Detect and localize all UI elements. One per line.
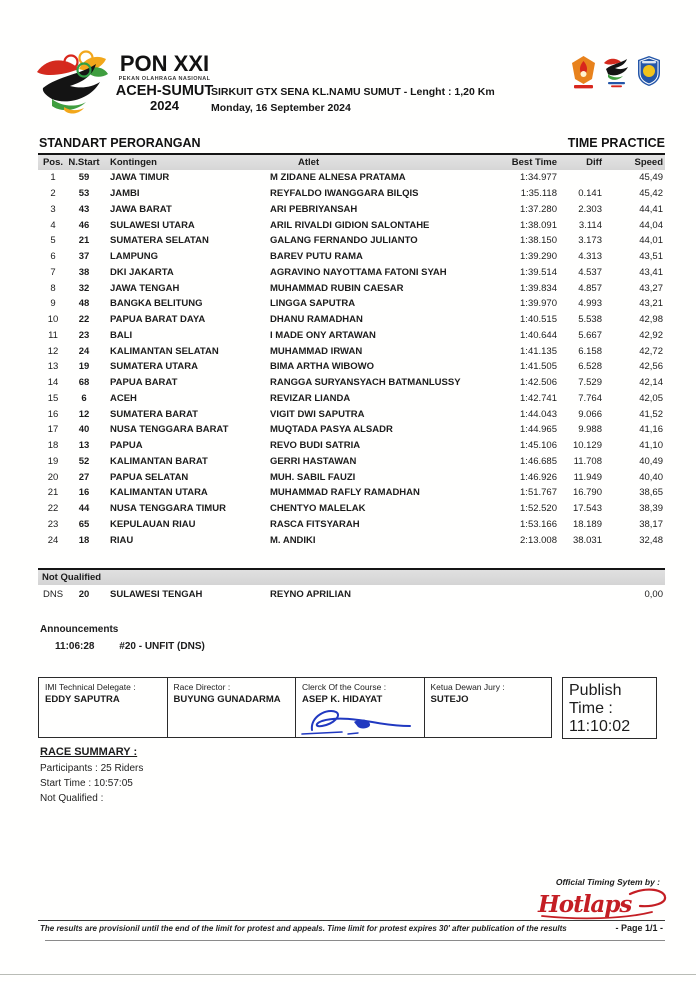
official-box-technical-delegate <box>38 677 167 738</box>
cell-diff: 3.114 <box>578 219 602 231</box>
cell-contingent: JAWA BARAT <box>110 203 172 215</box>
pon-title: PON XXI <box>119 51 210 76</box>
cell-diff: 4.313 <box>578 251 602 263</box>
table-row <box>38 406 665 422</box>
cell-athlete: MUHAMMAD IRWAN <box>270 345 363 357</box>
table-row <box>38 233 665 249</box>
col-header-nstart: N.Start <box>68 157 100 168</box>
pon-subtitle: PEKAN OLAHRAGA NASIONAL <box>118 76 211 82</box>
cell-position: 2 <box>50 188 56 200</box>
cell-contingent: PAPUA BARAT DAYA <box>110 314 206 326</box>
cell-position: 18 <box>47 440 59 452</box>
table-row <box>38 170 665 186</box>
table-row <box>38 422 665 438</box>
cell-athlete: RANGGA SURYANSYACH BATMANLUSSY <box>270 377 461 389</box>
category-title: STANDART PERORANGAN <box>39 136 201 150</box>
cell-start-number: 6 <box>81 392 87 404</box>
not-qualified-bar: Not Qualified <box>38 568 665 585</box>
cell-best-time: 1:39.834 <box>520 282 557 294</box>
cell-diff: 0.141 <box>578 188 602 200</box>
table-row <box>38 186 665 202</box>
cell-position: DNS <box>42 589 64 601</box>
cell-contingent: NUSA TENGGARA TIMUR <box>110 503 226 515</box>
official-box-clerk-of-course <box>295 677 424 738</box>
cell-speed: 43,21 <box>639 298 663 310</box>
cell-diff: 2.303 <box>578 203 602 215</box>
cell-contingent: SUMATERA SELATAN <box>110 235 209 247</box>
cell-contingent: KEPULAUAN RIAU <box>110 518 196 530</box>
partner-logos <box>570 55 662 89</box>
table-header-row <box>38 153 665 170</box>
cell-contingent: KALIMANTAN SELATAN <box>110 345 219 357</box>
cell-best-time: 1:46.926 <box>520 471 557 483</box>
pon-host: ACEH-SUMUT <box>115 83 214 99</box>
cell-speed: 41,10 <box>639 440 663 452</box>
cell-start-number: 23 <box>78 329 90 341</box>
table-row <box>38 328 665 344</box>
cell-athlete: GALANG FERNANDO JULIANTO <box>270 235 418 247</box>
event-info <box>211 86 541 114</box>
cell-contingent: DKI JAKARTA <box>110 266 174 278</box>
not-qualified-table <box>38 587 665 603</box>
cell-diff: 5.667 <box>578 329 602 341</box>
cell-speed: 0,00 <box>644 589 663 601</box>
official-name: BUYUNG GUNADARMA <box>173 694 281 705</box>
cell-best-time: 1:39.970 <box>520 298 557 310</box>
cell-athlete: BAREV PUTU RAMA <box>270 251 363 263</box>
table-row <box>38 391 665 407</box>
cell-start-number: 59 <box>78 172 90 184</box>
signature-image <box>298 706 418 738</box>
cell-best-time: 1:45.106 <box>520 440 557 452</box>
cell-contingent: PAPUA BARAT <box>110 377 178 389</box>
koni-logo-icon <box>570 55 597 89</box>
cell-position: 4 <box>50 219 56 231</box>
cell-best-time: 1:44.965 <box>520 424 557 436</box>
cell-speed: 42,14 <box>639 377 663 389</box>
col-header-pos: Pos. <box>42 157 64 168</box>
cell-position: 13 <box>47 361 59 373</box>
official-name: EDDY SAPUTRA <box>45 694 120 705</box>
cell-speed: 38,39 <box>639 503 663 515</box>
cell-diff: 38.031 <box>572 534 602 546</box>
cell-speed: 42,98 <box>639 314 663 326</box>
cell-position: 14 <box>47 377 59 389</box>
cell-contingent: JAWA TENGAH <box>110 282 180 294</box>
cell-athlete: VIGIT DWI SAPUTRA <box>270 408 365 420</box>
cell-diff: 4.857 <box>578 282 602 294</box>
table-row <box>38 438 665 454</box>
cell-athlete: AGRAVINO NAYOTTAMA FATONI SYAH <box>270 266 447 278</box>
pon-year: 2024 <box>150 98 179 113</box>
cell-best-time: 1:34.977 <box>520 172 557 184</box>
official-label: Ketua Dewan Jury : <box>430 682 505 692</box>
cell-athlete: REYNO APRILIAN <box>270 589 351 601</box>
table-row <box>38 265 665 281</box>
cell-best-time: 1:39.290 <box>520 251 557 263</box>
cell-speed: 42,56 <box>639 361 663 373</box>
cell-speed: 44,41 <box>639 203 663 215</box>
race-summary <box>40 746 143 804</box>
cell-best-time: 1:35.118 <box>520 188 557 200</box>
cell-start-number: 27 <box>78 471 90 483</box>
cell-start-number: 16 <box>78 487 90 499</box>
cell-speed: 42,92 <box>639 329 663 341</box>
official-label: IMI Technical Delegate : <box>45 682 136 692</box>
cell-contingent: LAMPUNG <box>110 251 159 263</box>
cell-speed: 44,04 <box>639 219 663 231</box>
cell-best-time: 1:42.506 <box>520 377 557 389</box>
cell-contingent: KALIMANTAN UTARA <box>110 487 208 499</box>
cell-speed: 32,48 <box>639 534 663 546</box>
cell-speed: 43,27 <box>639 282 663 294</box>
cell-start-number: 13 <box>78 440 90 452</box>
cell-position: 22 <box>47 503 59 515</box>
official-label: Clerck Of the Course : <box>302 682 387 692</box>
table-row <box>38 202 665 218</box>
not-qualified-table-body <box>38 587 665 603</box>
cell-start-number: 38 <box>78 266 90 278</box>
cell-diff: 7.764 <box>578 392 602 404</box>
official-name: ASEP K. HIDAYAT <box>302 694 383 705</box>
cell-contingent: KALIMANTAN BARAT <box>110 455 208 467</box>
cell-speed: 41,16 <box>639 424 663 436</box>
cell-athlete: MUHAMMAD RAFLY RAMADHAN <box>270 487 420 499</box>
col-header-speed: Speed <box>634 157 663 168</box>
cell-contingent: NUSA TENGGARA BARAT <box>110 424 229 436</box>
table-row <box>38 517 665 533</box>
cell-contingent: PAPUA <box>110 440 143 452</box>
official-box-race-director <box>167 677 296 738</box>
cell-athlete: LINGGA SAPUTRA <box>270 298 356 310</box>
cell-diff: 11.949 <box>573 471 602 483</box>
race-summary-not-qualified: Not Qualified : <box>40 793 104 804</box>
cell-best-time: 1:39.514 <box>520 266 557 278</box>
cell-diff: 11.708 <box>573 455 602 467</box>
cell-diff: 9.066 <box>578 408 602 420</box>
col-header-kontingen: Kontingen <box>110 157 157 168</box>
hotlaps-logo-icon <box>532 886 668 922</box>
imi-logo-icon <box>636 55 662 87</box>
cell-best-time: 1:38.150 <box>520 235 557 247</box>
cell-start-number: 32 <box>78 282 90 294</box>
cell-best-time: 1:41.505 <box>520 361 557 373</box>
cell-position: 16 <box>47 408 59 420</box>
cell-contingent: BANGKA BELITUNG <box>110 298 203 310</box>
announcements-title: Announcements <box>40 624 119 635</box>
results-table-body <box>38 170 665 548</box>
cell-athlete: REYFALDO IWANGGARA BILQIS <box>270 188 419 200</box>
cell-diff: 16.790 <box>572 487 602 499</box>
cell-diff: 5.538 <box>578 314 602 326</box>
cell-position: 15 <box>47 392 59 404</box>
cell-diff: 4.993 <box>578 298 602 310</box>
cell-position: 10 <box>47 314 59 326</box>
cell-contingent: RIAU <box>110 534 134 546</box>
cell-diff: 17.543 <box>572 503 602 515</box>
cell-position: 12 <box>47 345 59 357</box>
page-number: - Page 1/1 - <box>615 923 663 933</box>
cell-contingent: SULAWESI TENGAH <box>110 589 203 601</box>
cell-athlete: DHANU RAMADHAN <box>270 314 363 326</box>
cell-position: 1 <box>50 172 56 184</box>
cell-athlete: RASCA FITSYARAH <box>270 518 360 530</box>
cell-start-number: 43 <box>78 203 90 215</box>
cell-start-number: 19 <box>78 361 90 373</box>
cell-athlete: M ZIDANE ALNESA PRATAMA <box>270 172 406 184</box>
cell-speed: 41,52 <box>639 408 663 420</box>
table-row <box>38 501 665 517</box>
cell-diff: 9.988 <box>578 424 602 436</box>
table-row <box>38 587 665 603</box>
cell-position: 8 <box>50 282 56 294</box>
cell-best-time: 1:51.767 <box>520 487 557 499</box>
cell-athlete: I MADE ONY ARTAWAN <box>270 329 376 341</box>
footer-rule-top <box>38 920 665 921</box>
cell-speed: 38,65 <box>639 487 663 499</box>
cell-best-time: 1:40.644 <box>520 329 557 341</box>
race-summary-title: RACE SUMMARY : <box>40 746 138 758</box>
cell-start-number: 22 <box>78 314 90 326</box>
table-row <box>38 296 665 312</box>
publish-time-label: Publish Time : <box>569 682 622 717</box>
announcement-text: #20 - UNFIT (DNS) <box>119 641 205 652</box>
cell-speed: 40,49 <box>639 455 663 467</box>
table-row <box>38 359 665 375</box>
cell-diff: 6.528 <box>578 361 602 373</box>
cell-contingent: JAWA TIMUR <box>110 172 170 184</box>
cell-start-number: 44 <box>78 503 90 515</box>
cell-athlete: MUH. SABIL FAUZI <box>270 471 356 483</box>
table-row <box>38 454 665 470</box>
cell-start-number: 37 <box>78 251 90 263</box>
timing-system-label: Official Timing Sytem by : <box>555 877 660 887</box>
table-row <box>38 343 665 359</box>
cell-best-time: 1:37.280 <box>520 203 557 215</box>
cell-start-number: 65 <box>78 518 90 530</box>
cell-diff: 3.173 <box>578 235 602 247</box>
cell-speed: 42,05 <box>639 392 663 404</box>
cell-contingent: SUMATERA UTARA <box>110 361 198 373</box>
pon-bird-logo-icon <box>34 50 112 122</box>
cell-start-number: 24 <box>78 345 90 357</box>
official-label: Race Director : <box>173 682 231 692</box>
cell-position: 24 <box>47 534 59 546</box>
cell-position: 19 <box>47 455 59 467</box>
cell-speed: 43,51 <box>639 251 663 263</box>
cell-contingent: SULAWESI UTARA <box>110 219 195 231</box>
cell-position: 21 <box>47 487 59 499</box>
cell-diff: 6.158 <box>578 345 602 357</box>
cell-start-number: 21 <box>78 235 90 247</box>
cell-best-time: 2:13.008 <box>520 534 557 546</box>
event-date: Monday, 16 September 2024 <box>211 102 351 114</box>
table-row <box>38 312 665 328</box>
cell-contingent: JAMBI <box>110 188 140 200</box>
cell-position: 7 <box>50 266 56 278</box>
cell-start-number: 68 <box>78 377 90 389</box>
cell-start-number: 40 <box>78 424 90 436</box>
cell-start-number: 52 <box>78 455 90 467</box>
circuit-info: SIRKUIT GTX SENA KL.NAMU SUMUT - Lenght : 1,20 Km <box>211 86 495 98</box>
col-header-best-time: Best Time <box>511 157 557 168</box>
svg-text:Hotlaps: Hotlaps <box>538 891 632 918</box>
cell-best-time: 1:38.091 <box>520 219 557 231</box>
cell-speed: 43,41 <box>639 266 663 278</box>
cell-position: 3 <box>50 203 56 215</box>
table-row <box>38 249 665 265</box>
cell-best-time: 1:42.741 <box>520 392 557 404</box>
cell-position: 5 <box>50 235 56 247</box>
cell-best-time: 1:53.166 <box>520 518 557 530</box>
cell-speed: 45,49 <box>639 172 663 184</box>
race-summary-start-time: Start Time : 10:57:05 <box>40 778 133 789</box>
cell-position: 20 <box>47 471 59 483</box>
scan-edge-line <box>0 974 696 975</box>
cell-position: 9 <box>50 298 56 310</box>
cell-athlete: REVO BUDI SATRIA <box>270 440 361 452</box>
cell-best-time: 1:44.043 <box>520 408 557 420</box>
cell-athlete: MUHAMMAD RUBIN CAESAR <box>270 282 404 294</box>
cell-contingent: PAPUA SELATAN <box>110 471 189 483</box>
cell-diff: 10.129 <box>572 440 602 452</box>
cell-position: 11 <box>48 329 58 341</box>
cell-start-number: 12 <box>78 408 90 420</box>
cell-start-number: 53 <box>78 188 90 200</box>
cell-contingent: SUMATERA BARAT <box>110 408 198 420</box>
cell-best-time: 1:52.520 <box>520 503 557 515</box>
cell-contingent: BALI <box>110 329 133 341</box>
table-row <box>38 469 665 485</box>
cell-position: 23 <box>47 518 59 530</box>
cell-athlete: M. ANDIKI <box>270 534 316 546</box>
announcement-time: 11:06:28 <box>55 641 95 652</box>
announcement-item <box>55 641 205 652</box>
officials-row <box>38 677 552 738</box>
publish-time-value: 11:10:02 <box>569 718 631 735</box>
col-header-diff: Diff <box>586 157 602 168</box>
table-row <box>38 532 665 548</box>
cell-speed: 44,01 <box>639 235 663 247</box>
cell-best-time: 1:41.135 <box>520 345 557 357</box>
cell-athlete: GERRI HASTAWAN <box>270 455 357 467</box>
table-row <box>38 217 665 233</box>
cell-contingent: ACEH <box>110 392 137 404</box>
cell-speed: 42,72 <box>639 345 663 357</box>
official-box-jury-chief <box>424 677 553 738</box>
official-name: SUTEJO <box>430 694 469 705</box>
race-summary-participants: Participants : 25 Riders <box>40 763 144 774</box>
cell-start-number: 46 <box>78 219 90 231</box>
table-row <box>38 280 665 296</box>
cell-athlete: MUQTADA PASYA ALSADR <box>270 424 393 436</box>
cell-athlete: CHENTYO MALELAK <box>270 503 366 515</box>
footer-disclaimer: The results are provisionil until the end of the limit for protest and appeals. Time limit for protest expires 30' after publication of the results <box>40 924 567 933</box>
pon-logo-text <box>112 53 217 113</box>
cell-position: 6 <box>50 251 56 263</box>
cell-speed: 40,40 <box>639 471 663 483</box>
cell-speed: 45,42 <box>639 188 663 200</box>
cell-position: 17 <box>47 424 59 436</box>
session-title: TIME PRACTICE <box>567 136 665 150</box>
table-row <box>38 375 665 391</box>
cell-speed: 38,17 <box>639 518 663 530</box>
cell-athlete: ARIL RIVALDI GIDION SALONTAHE <box>270 219 430 231</box>
footer-rule-bottom <box>45 940 665 941</box>
col-header-atlet: Atlet <box>298 157 320 168</box>
cell-diff: 7.529 <box>578 377 602 389</box>
cell-start-number: 20 <box>78 589 90 601</box>
cell-best-time: 1:40.515 <box>520 314 557 326</box>
cell-start-number: 48 <box>78 298 90 310</box>
results-table <box>38 153 665 548</box>
table-row <box>38 485 665 501</box>
pon-small-logo-icon <box>603 55 630 89</box>
cell-diff: 18.189 <box>572 518 602 530</box>
cell-start-number: 18 <box>78 534 90 546</box>
cell-athlete: REVIZAR LIANDA <box>270 392 351 404</box>
cell-diff: 4.537 <box>578 266 602 278</box>
cell-best-time: 1:46.685 <box>520 455 557 467</box>
publish-time-box <box>562 677 657 739</box>
cell-athlete: ARI PEBRIYANSAH <box>270 203 358 215</box>
cell-athlete: BIMA ARTHA WIBOWO <box>270 361 374 373</box>
